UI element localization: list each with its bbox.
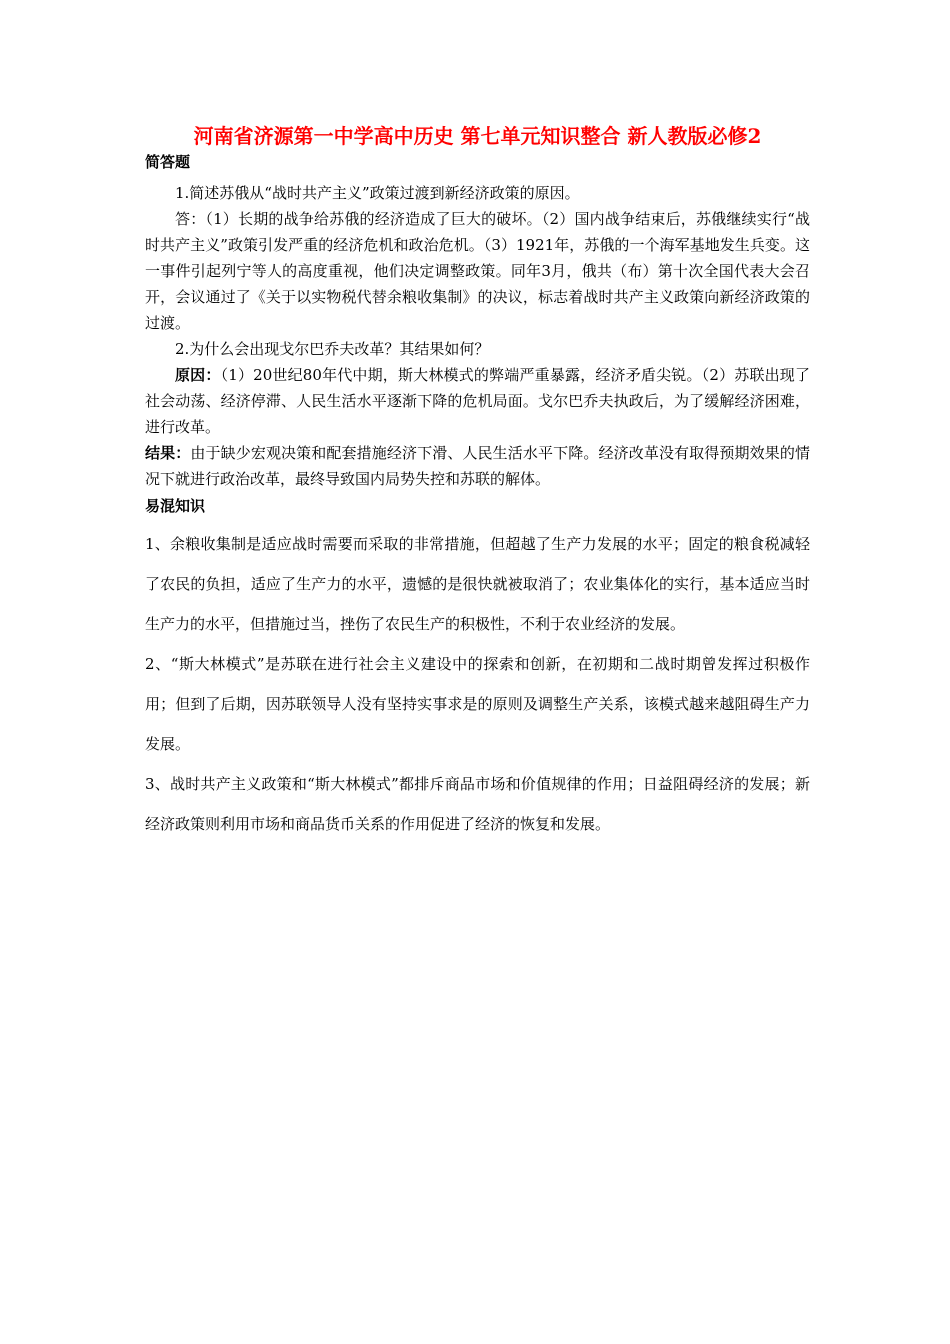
question-2: 2.为什么会出现戈尔巴乔夫改革？其结果如何？ bbox=[175, 340, 490, 358]
result-label: 结果： bbox=[145, 444, 191, 462]
cause-label: 原因： bbox=[175, 366, 221, 384]
confusing-knowledge-heading: 易混知识 bbox=[145, 497, 206, 515]
confusing-item-1: 1、余粮收集制是适应战时需要而采取的非常措施，但超越了生产力发展的水平；固定的粮食税减轻了农民的负担，适应了生产力的水平，遗憾的是很快就被取消了；农业集体化的实行，基本适应当时生产力的水平，但措施过当，挫伤了农民生产的积极性，不利于农业经济的发展。 bbox=[145, 535, 810, 633]
document-page bbox=[145, 122, 810, 844]
short-answer-heading: 简答题 bbox=[145, 153, 191, 171]
confusing-item-3: 3、战时共产主义政策和“斯大林模式”都排斥商品市场和价值规律的作用；日益阻碍经济的发展；新经济政策则利用市场和商品货币关系的作用促进了经济的恢复和发展。 bbox=[145, 775, 810, 833]
confusing-item-2: 2、“斯大林模式”是苏联在进行社会主义建设中的探索和创新，在初期和二战时期曾发挥过积极作用；但到了后期，因苏联领导人没有坚持实事求是的原则及调整生产关系，该模式越来越阻碍生产力发展。 bbox=[145, 655, 810, 753]
answer-2 bbox=[145, 362, 810, 440]
document-title: 河南省济源第一中学高中历史 第七单元知识整合 新人教版必修2 bbox=[193, 124, 762, 148]
result-text: 由于缺少宏观决策和配套措施经济下滑、人民生活水平下降。经济改革没有取得预期效果的情况下就进行政治改革，最终导致国内局势失控和苏联的解体。 bbox=[145, 444, 810, 488]
cause-text: （1）20世纪80年代中期，斯大林模式的弊端严重暴露，经济矛盾尖锐。（2）苏联出现了社会动荡、经济停滞、人民生活水平逐渐下降的危机局面。戈尔巴乔夫执政后，为了缓解经济困难，进行改革。 bbox=[145, 366, 810, 436]
answer-1: 答：（1）长期的战争给苏俄的经济造成了巨大的破坏。（2）国内战争结束后，苏俄继续实行“战时共产主义”政策引发严重的经济危机和政治危机。（3）1921年，苏俄的一个海军基地发生兵变。这一事件引起列宁等人的高度重视，他们决定调整政策。同年3月，俄共（布）第十次全国代表大会召开，会议通过了《关于以实物税代替余粮收集制》的决议，标志着战时共产主义政策向新经济政策的过渡。 bbox=[145, 210, 810, 332]
result-paragraph bbox=[145, 440, 810, 492]
question-1: 1.简述苏俄从“战时共产主义”政策过渡到新经济政策的原因。 bbox=[175, 184, 580, 202]
